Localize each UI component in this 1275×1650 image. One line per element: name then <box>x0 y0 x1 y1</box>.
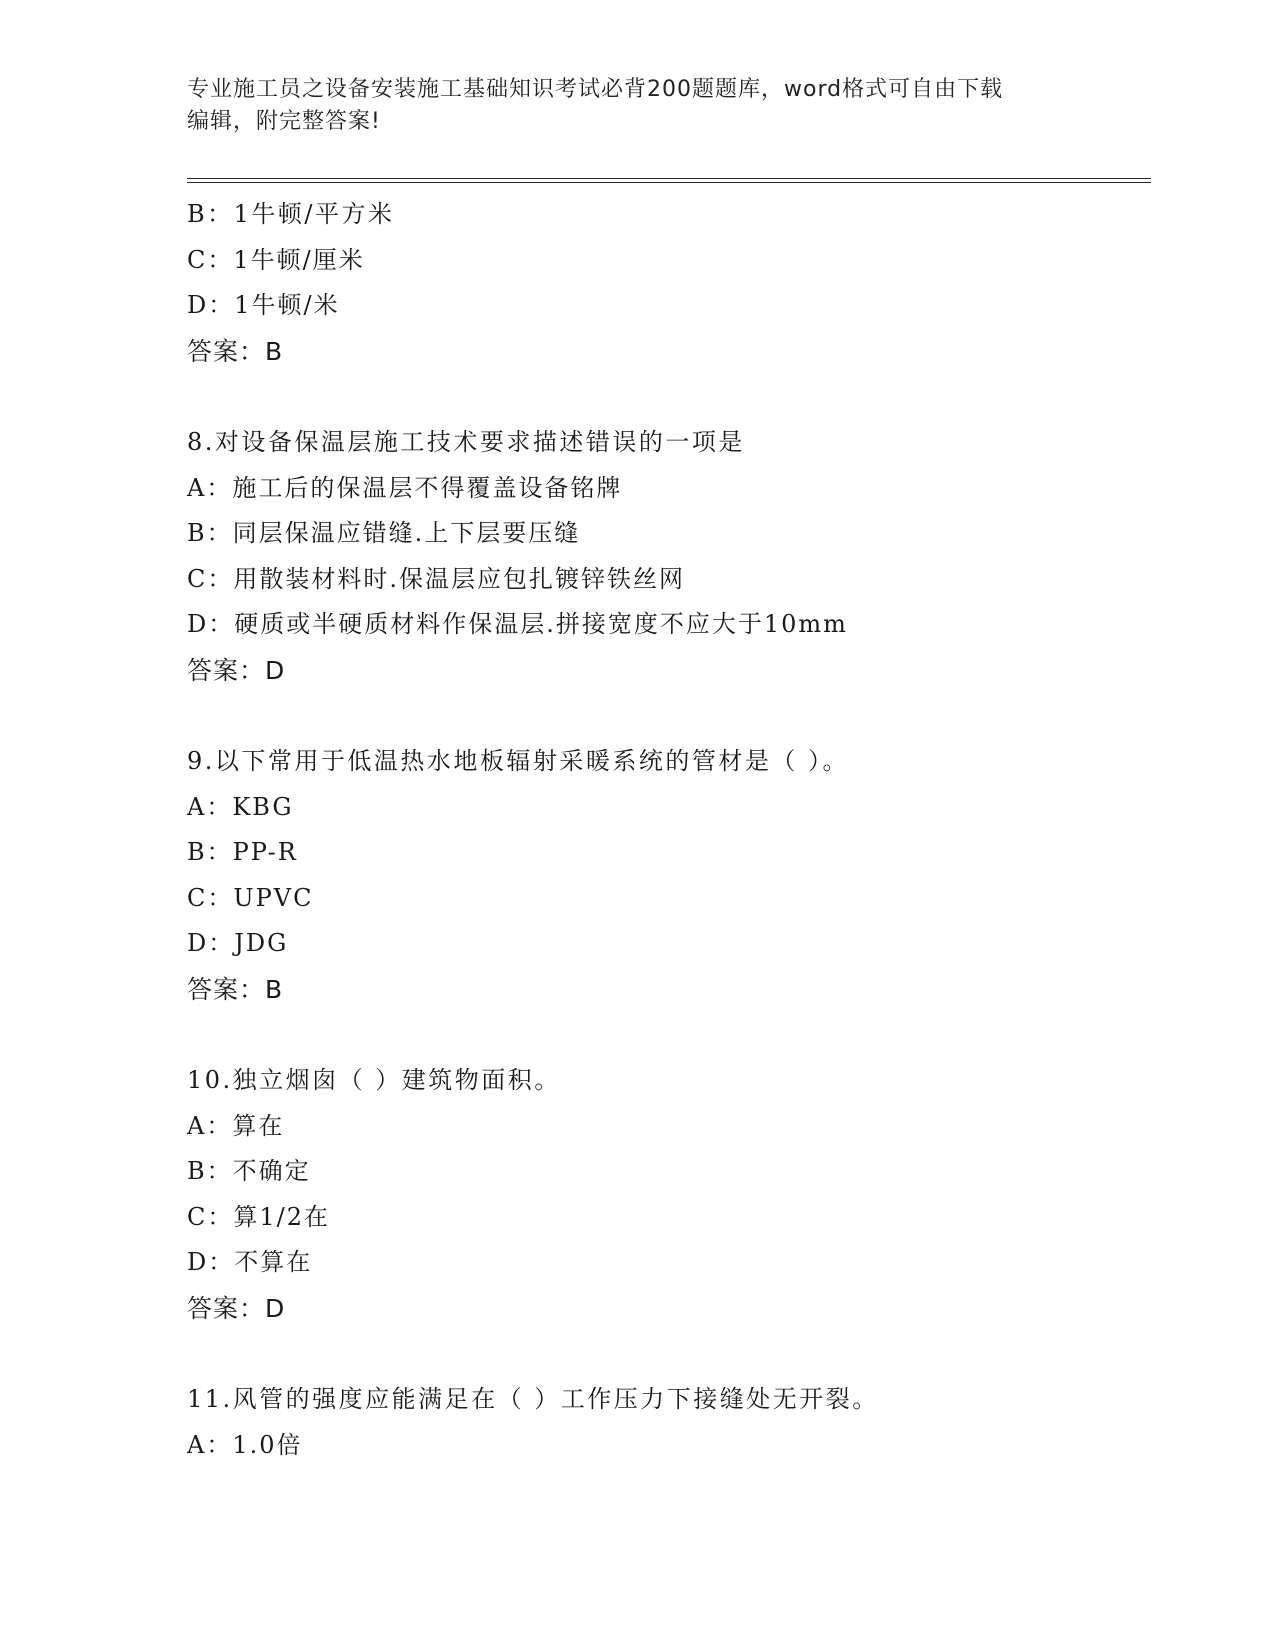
option-b: B：1牛顿/平方米 <box>187 200 395 228</box>
option-c: C：用散装材料时.保温层应包扎镀锌铁丝网 <box>187 564 685 593</box>
header-double-rule <box>187 178 1151 183</box>
option-a: A：算在 <box>187 1111 285 1140</box>
question-stem: 9.以下常用于低温热水地板辐射采暖系统的管材是（ ）。 <box>187 747 850 775</box>
document-header <box>187 74 1067 138</box>
question-11 <box>187 1377 1147 1468</box>
option-d: D：硬质或半硬质材料作保温层.拼接宽度不应大于10mm <box>187 610 848 638</box>
option-c: C：1牛顿/厘米 <box>187 245 365 274</box>
option-a: A：施工后的保温层不得覆盖设备铭牌 <box>187 473 623 502</box>
question-stem: 8.对设备保温层施工技术要求描述错误的一项是 <box>187 428 745 456</box>
answer: 答案：B <box>187 336 284 366</box>
question-list <box>187 192 1147 1468</box>
option-d: D：1牛顿/米 <box>187 291 340 319</box>
header-line-1: 专业施工员之设备安装施工基础知识考试必背200题题库，word格式可自由下载 <box>187 77 1004 102</box>
question-8 <box>187 420 1147 693</box>
option-a: A：1.0倍 <box>187 1430 303 1459</box>
option-c: C：UPVC <box>187 883 314 912</box>
option-d: D：不算在 <box>187 1248 313 1276</box>
option-a: A：KBG <box>187 792 294 821</box>
option-b: B：同层保温应错缝.上下层要压缝 <box>187 519 581 547</box>
question-stem: 11.风管的强度应能满足在（ ）工作压力下接缝处无开裂。 <box>187 1385 879 1413</box>
question-9 <box>187 739 1147 1012</box>
answer: 答案：D <box>187 655 286 685</box>
option-d: D：JDG <box>187 929 289 957</box>
header-line-2: 编辑，附完整答案! <box>187 109 381 134</box>
answer: 答案：D <box>187 1293 286 1323</box>
question-10 <box>187 1058 1147 1331</box>
question-7-partial <box>187 192 1147 374</box>
option-c: C：算1/2在 <box>187 1202 330 1231</box>
option-b: B：不确定 <box>187 1157 311 1185</box>
option-b: B：PP-R <box>187 838 298 866</box>
answer: 答案：B <box>187 974 284 1004</box>
question-stem: 10.独立烟囱（ ）建筑物面积。 <box>187 1066 561 1094</box>
